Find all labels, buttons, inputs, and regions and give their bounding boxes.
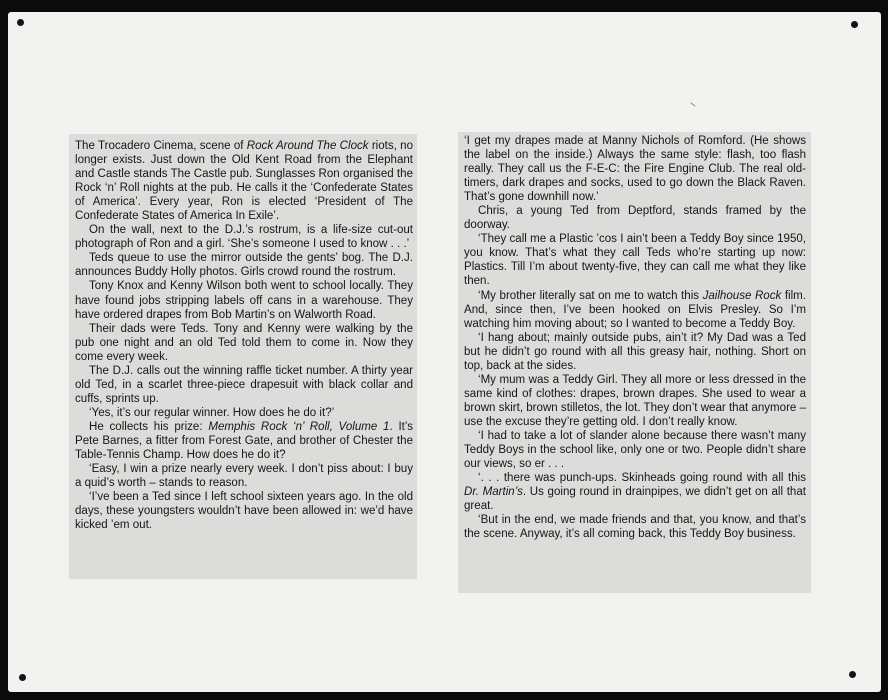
- paragraph: Their dads were Teds. Tony and Kenny were walking by the pub one night and an old Ted told them to come in. Now they come every week.: [75, 322, 413, 363]
- paragraph: ‘But in the end, we made friends and that, you know, and that’s the scene. Anyway, it’s all coming back, this Teddy Boy business.: [464, 514, 806, 541]
- paragraph: Chris, a young Ted from Deptford, stands framed by the doorway.: [464, 205, 806, 232]
- paragraph: ‘My mum was a Teddy Girl. They all more or less dressed in the same kind of clothes: drapes, brown drapes. She used to wear a brown skirt, brown stilletos, the lot. They don’t wear that anymore – use the excuse they’re getting old. I don’t really know.: [464, 373, 806, 428]
- paragraph: He collects his prize: Memphis Rock ‘n’ Roll, Volume 1. It’s Pete Barnes, a fitter from Forest Gate, and brother of Chester the Table-Tennis Champ. How does he do it?: [75, 420, 413, 462]
- paragraph: ‘My brother literally sat on me to watch this Jailhouse Rock film. And, since then, I’ve been hooked on Elvis Presley. So I’m watching him moving about; so I wanted to become a Teddy Boy.: [464, 289, 807, 330]
- paragraph: ‘I hang about; mainly outside pubs, ain’t it? My Dad was a Ted but he didn’t go round with all this greasy hair, nothing. Short on top, back at the sides.: [464, 331, 806, 372]
- paragraph: ‘I’ve been a Ted since I left school sixteen years ago. In the old days, these youngsters wouldn’t have been allowed in: we’d have kicked ’em out.: [75, 491, 413, 532]
- text-column-right: [458, 132, 811, 593]
- paragraph: ‘I had to take a lot of slander alone because there wasn’t many Teddy Boys in the school like, only one or two. People didn’t share our views, so er . . .: [464, 429, 806, 471]
- pin-bottom-right: [849, 671, 856, 678]
- paragraph: ‘Yes, it’s our regular winner. How does he do it?’: [89, 406, 335, 419]
- pin-top-right: [851, 21, 858, 28]
- italic-title: Rock Around The Clock: [246, 140, 369, 152]
- italic-title: Memphis Rock ‘n’ Roll, Volume 1: [208, 420, 390, 433]
- paragraph: The Trocadero Cinema, scene of Rock Around The Clock riots, no longer exists. Just down the Old Kent Road from the Elephant and Castle stands The Castle pub. Sunglasses Ron organised the Rock ‘n’ Roll nights at the pub. He calls it the ‘Confederate States of America’. Every year, Ron is elected ‘President of The Confederate States of America In Exile’.: [75, 140, 413, 223]
- paragraph: ‘. . . there was punch-ups. Skinheads going round with all this Dr. Martin’s. Us going round in drainpipes, we didn’t get on all that great.: [464, 472, 806, 513]
- paragraph: Teds queue to use the mirror outside the gents’ bog. The D.J. announces Buddy Holly photos. Girls crowd round the rostrum.: [75, 252, 413, 279]
- text-column-left: [69, 134, 417, 579]
- paragraph: Tony Knox and Kenny Wilson both went to school locally. They have found jobs stripping labels off cans in a warehouse. They have ordered drapes from Bob Martin’s on Walworth Road.: [75, 280, 413, 321]
- paragraph: ‘Easy, I win a prize nearly every week. I don’t piss about: I buy a quid’s worth – stands to reason.: [75, 463, 413, 490]
- paragraph: ‘They call me a Plastic ’cos I ain’t been a Teddy Boy since 1950, you know. That’s what they call Teds who’re starting up now: Plastics. Till I’m about twenty-five, they can call me what they like then.: [464, 233, 806, 288]
- pin-bottom-left: [19, 674, 26, 681]
- italic-title: Jailhouse Rock: [702, 289, 782, 302]
- paragraph: ‘I get my drapes made at Manny Nichols of Romford. (He shows the label on the inside.) Always the same style: flash, too flash really. They call us the F-E-C: the Fire Engine Club. The real old-timers, dark drapes and socks, used to go down the Black Raven. That’s gone downhill now.’: [464, 135, 806, 204]
- pin-top-left: [17, 19, 24, 26]
- italic-title: Dr. Martin’s: [464, 486, 523, 499]
- paragraph: The D.J. calls out the winning raffle ticket number. A thirty year old Ted, in a scarlet three-piece drapesuit with black collar and cuffs, sprints up.: [75, 364, 413, 405]
- paragraph: On the wall, next to the D.J.’s rostrum, is a life-size cut-out photograph of Ron and a girl. ‘She’s someone I used to know . . .’: [75, 224, 413, 251]
